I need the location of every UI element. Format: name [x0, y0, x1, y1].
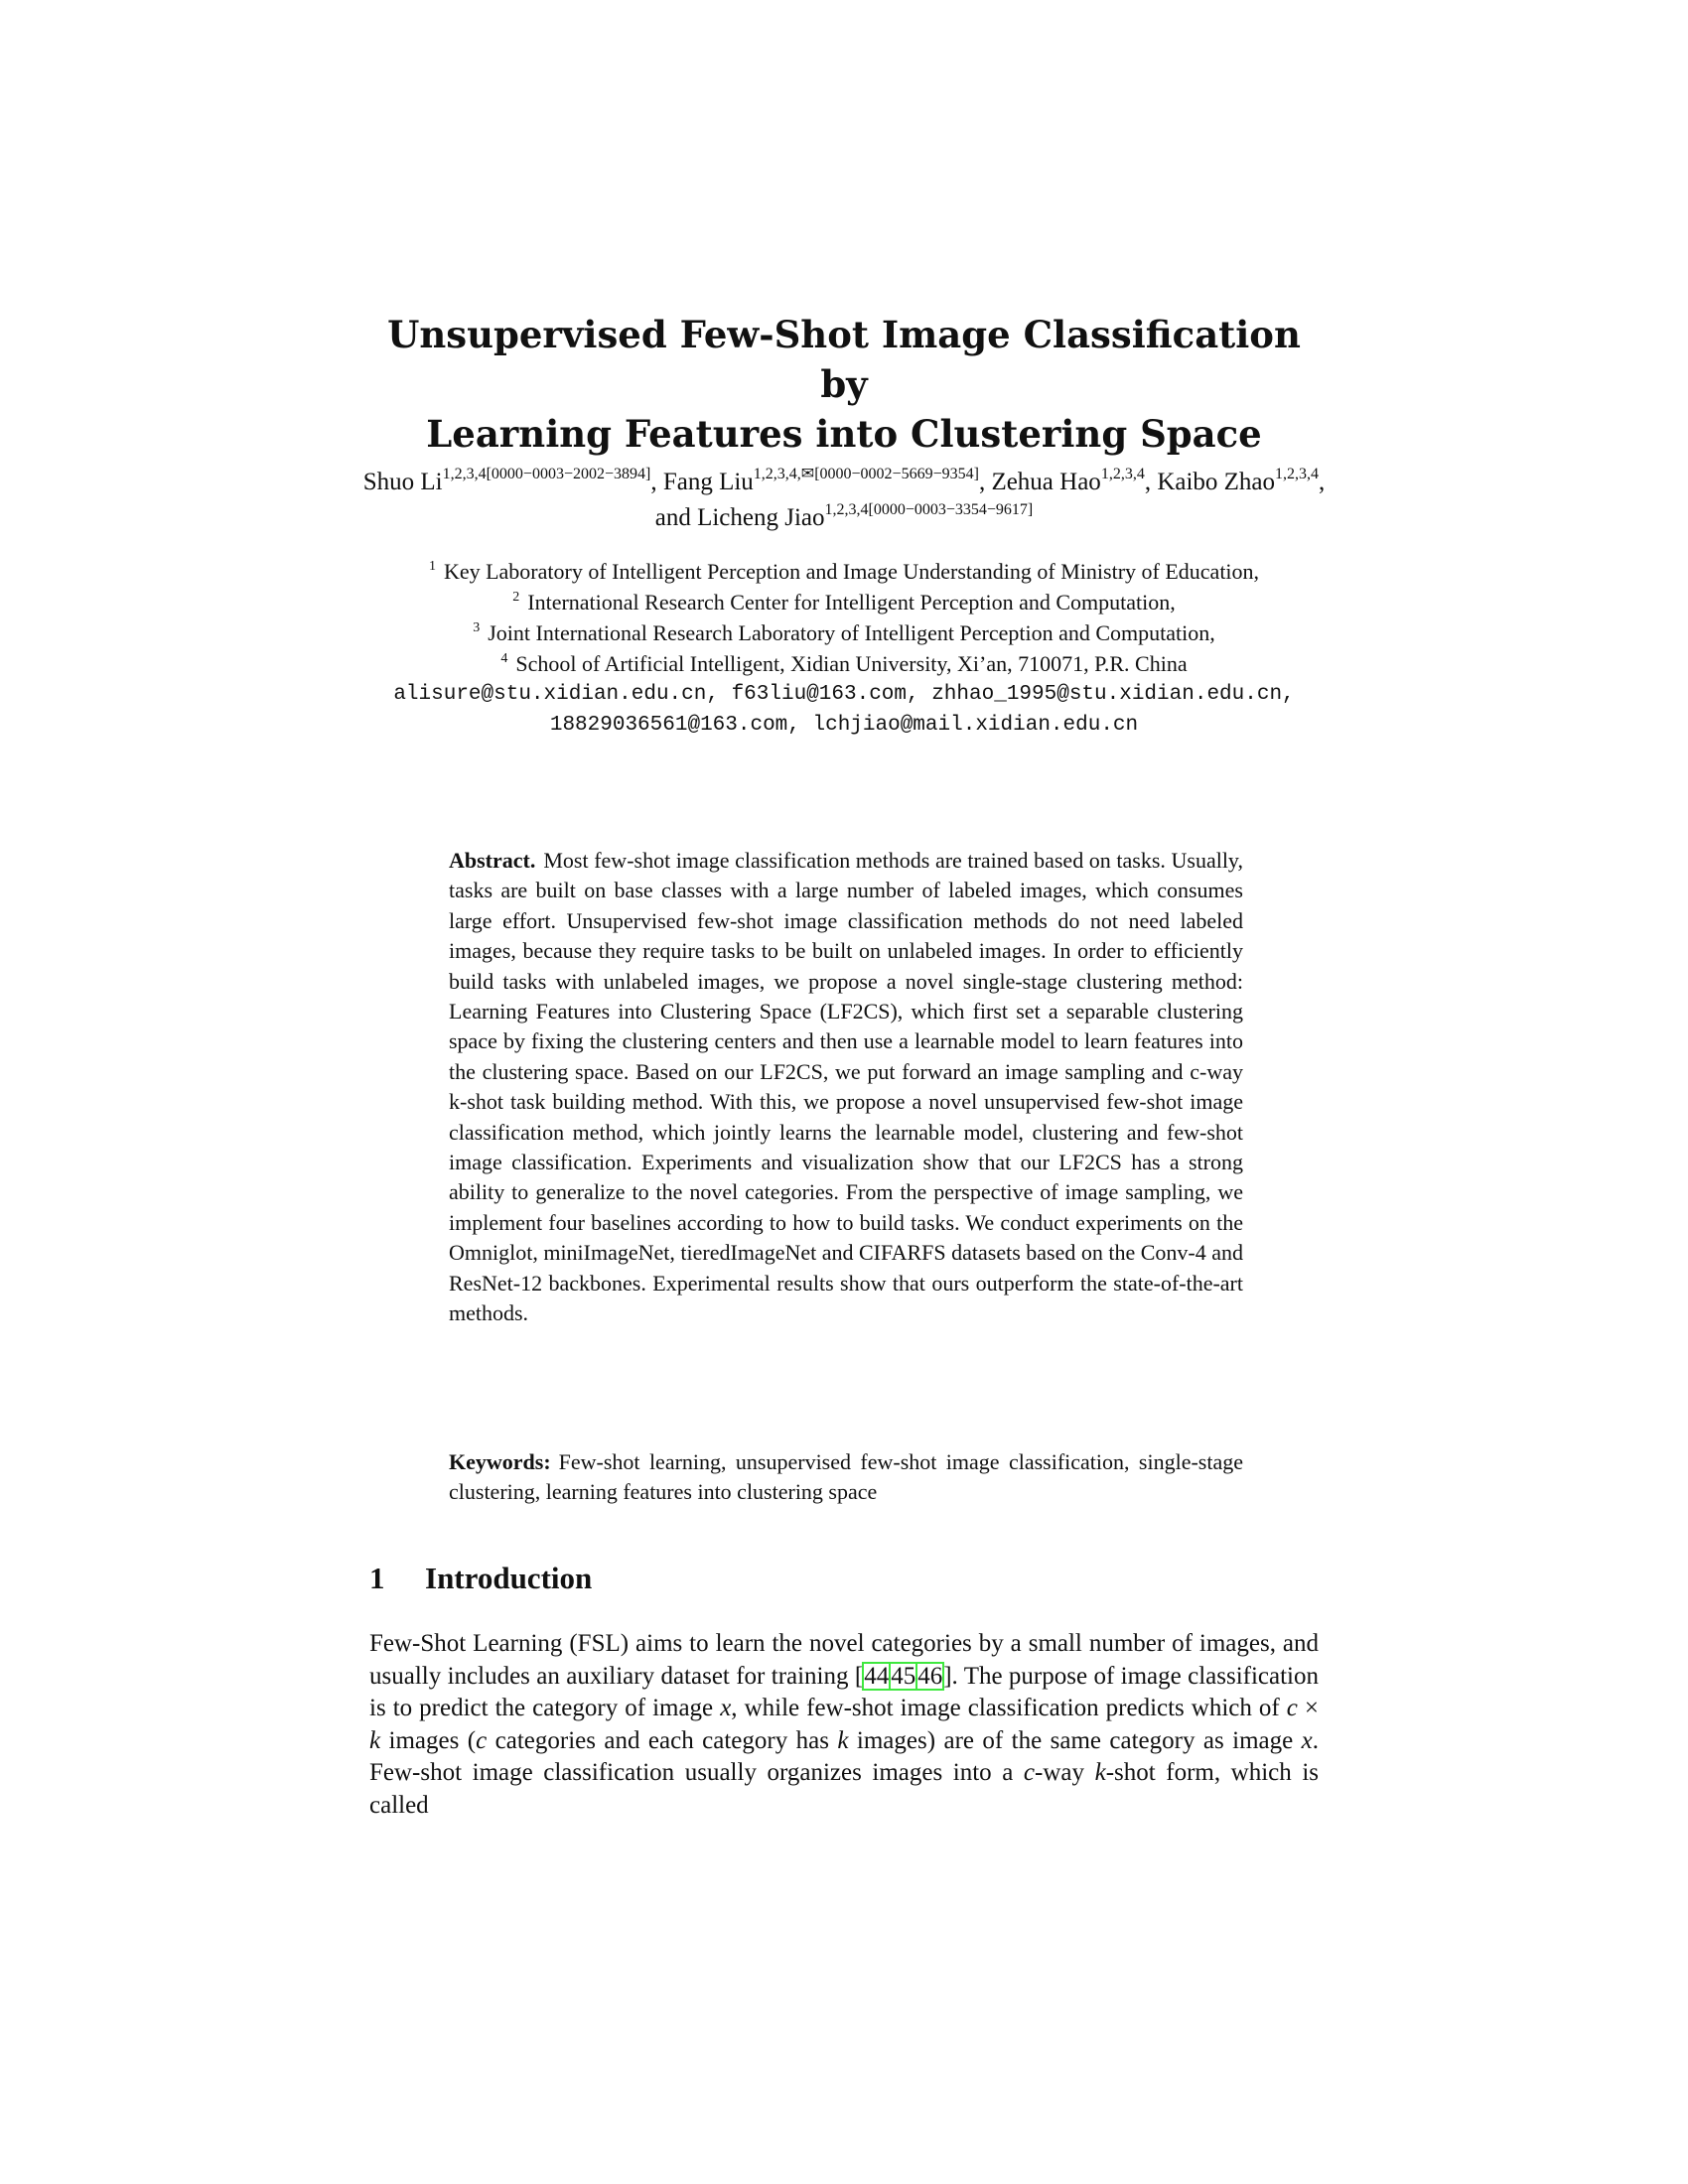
author-name: Kaibo Zhao: [1157, 469, 1276, 495]
math-var: c: [1023, 1759, 1036, 1787]
keywords: [449, 1447, 1243, 1508]
abstract-text: Most few-shot image classification methods are trained based on tasks. Usually, tasks are built on base classes with a large number of labeled images, which consumes large effort. Unsupervised few-shot image classification methods do not need labeled images, because they require tasks to be built on unlabeled images. In order to efficiently build tasks with unlabeled images, we propose a novel single-stage clustering method: Learning Features into Clustering Space (LF2CS), which first set a separable clustering space by fixing the clustering centers and then use a learnable model to learn features into the clustering space. Based on our LF2CS, we put forward an image sampling and c-way k-shot task building method. With this, we propose a novel unsupervised few-shot image classification method, which jointly learns the learnable model, clustering and few-shot image classification. Experiments and visualization show that our LF2CS has a strong ability to generalize to the novel categories. From the perspective of image sampling, we implement four baselines according to how to build tasks. We conduct experiments on the Omniglot, miniImageNet, tieredImageNet and CIFARFS datasets based on the Conv-4 and ResNet-12 backbones. Experimental results show that ours outperform the state-of-the-art methods.: [449, 848, 1243, 1326]
math-var: c: [1286, 1695, 1298, 1722]
citation-link[interactable]: 44: [864, 1662, 890, 1690]
keywords-label: Keywords:: [449, 1449, 551, 1474]
affiliation-3: $^3$ Joint International Research Laboratory of Intelligent Perception and Computation,: [473, 620, 1215, 645]
affiliation-4: $^4$ School of Artificial Intelligent, Xidian University, Xi’an, 710071, P.R. China: [500, 651, 1188, 676]
affiliation-1: $^1$ Key Laboratory of Intelligent Perception and Image Understanding of Ministry of Education,: [428, 559, 1260, 584]
math-var: c: [476, 1726, 488, 1754]
paper-title: [369, 310, 1319, 459]
abstract: [449, 846, 1243, 1329]
section-number: 1: [369, 1561, 385, 1595]
author-name: Fang Liu: [662, 469, 754, 495]
citation-group: [444546]: [854, 1662, 952, 1690]
citation-link[interactable]: 46: [917, 1662, 943, 1690]
author-affiliation-marks: 1,2,3,4[0000−0003−2002−3894]: [442, 466, 651, 482]
math-var: k: [1094, 1759, 1106, 1787]
section-heading: [369, 1561, 592, 1596]
email-list-line-2: 18829036561@163.com, lchjiao@mail.xidian.edu.cn: [549, 714, 1139, 737]
author-name: Zehua Hao: [991, 469, 1101, 495]
citation-link[interactable]: 45: [891, 1662, 916, 1690]
introduction-paragraph: Few-Shot Learning (FSL) aims to learn the novel categories by a small number of images, and usually includes an auxiliary dataset for training [444546]. The purpose of image classification is to predict the category of image x, while few-shot image classification predicts which of c × k images (c categories and each category has k images) are of the same category as image x. Few-shot image classification usually organizes images into a c-way k-shot form, which is called: [369, 1630, 1320, 1819]
title-line-2: Learning Features into Clustering Space: [426, 412, 1262, 456]
title-line-1: Unsupervised Few-Shot Image Classification by: [387, 313, 1301, 406]
affiliation-block: [369, 556, 1319, 741]
author-affiliation-marks: 1,2,3,4,✉[0000−0002−5669−9354]: [753, 466, 979, 482]
math-var: k: [369, 1726, 381, 1754]
math-var: k: [837, 1726, 849, 1754]
author-affiliation-marks: 1,2,3,4: [1100, 466, 1145, 482]
author-name: Shuo Li: [362, 469, 443, 495]
math-var: x: [1301, 1726, 1313, 1754]
author-affiliation-marks: 1,2,3,4[0000−0003−3354−9617]: [824, 501, 1034, 518]
abstract-label: Abstract.: [449, 848, 536, 873]
affiliation-2: $^2$ International Research Center for Intelligent Perception and Computation,: [512, 590, 1176, 614]
author-name: Licheng Jiao: [697, 504, 825, 531]
section-title: Introduction: [425, 1561, 593, 1595]
email-list-line-1: alisure@stu.xidian.edu.cn, f63liu@163.com, zhhao_1995@stu.xidian.edu.cn,: [393, 683, 1295, 706]
keywords-text: Few-shot learning, unsupervised few-shot image classification, single-stage clustering, learning features into clustering space: [449, 1449, 1243, 1505]
author-affiliation-marks: 1,2,3,4: [1275, 466, 1320, 482]
math-var: x: [720, 1695, 732, 1722]
author-list: Shuo $Li^{1,2,3,4[0000-0003-2002-3894]}$, Fang Liu$^{1,2,3,4,✉[0000-0002-5669-9354]}$, Zehua Hao$^{1,2,3,4}$, Kaibo Zhao$^{1,2,3,4}$, and Licheng Jiao$^{1,2,3,4[0000-0003-3354-9617]}$: [362, 466, 1326, 531]
